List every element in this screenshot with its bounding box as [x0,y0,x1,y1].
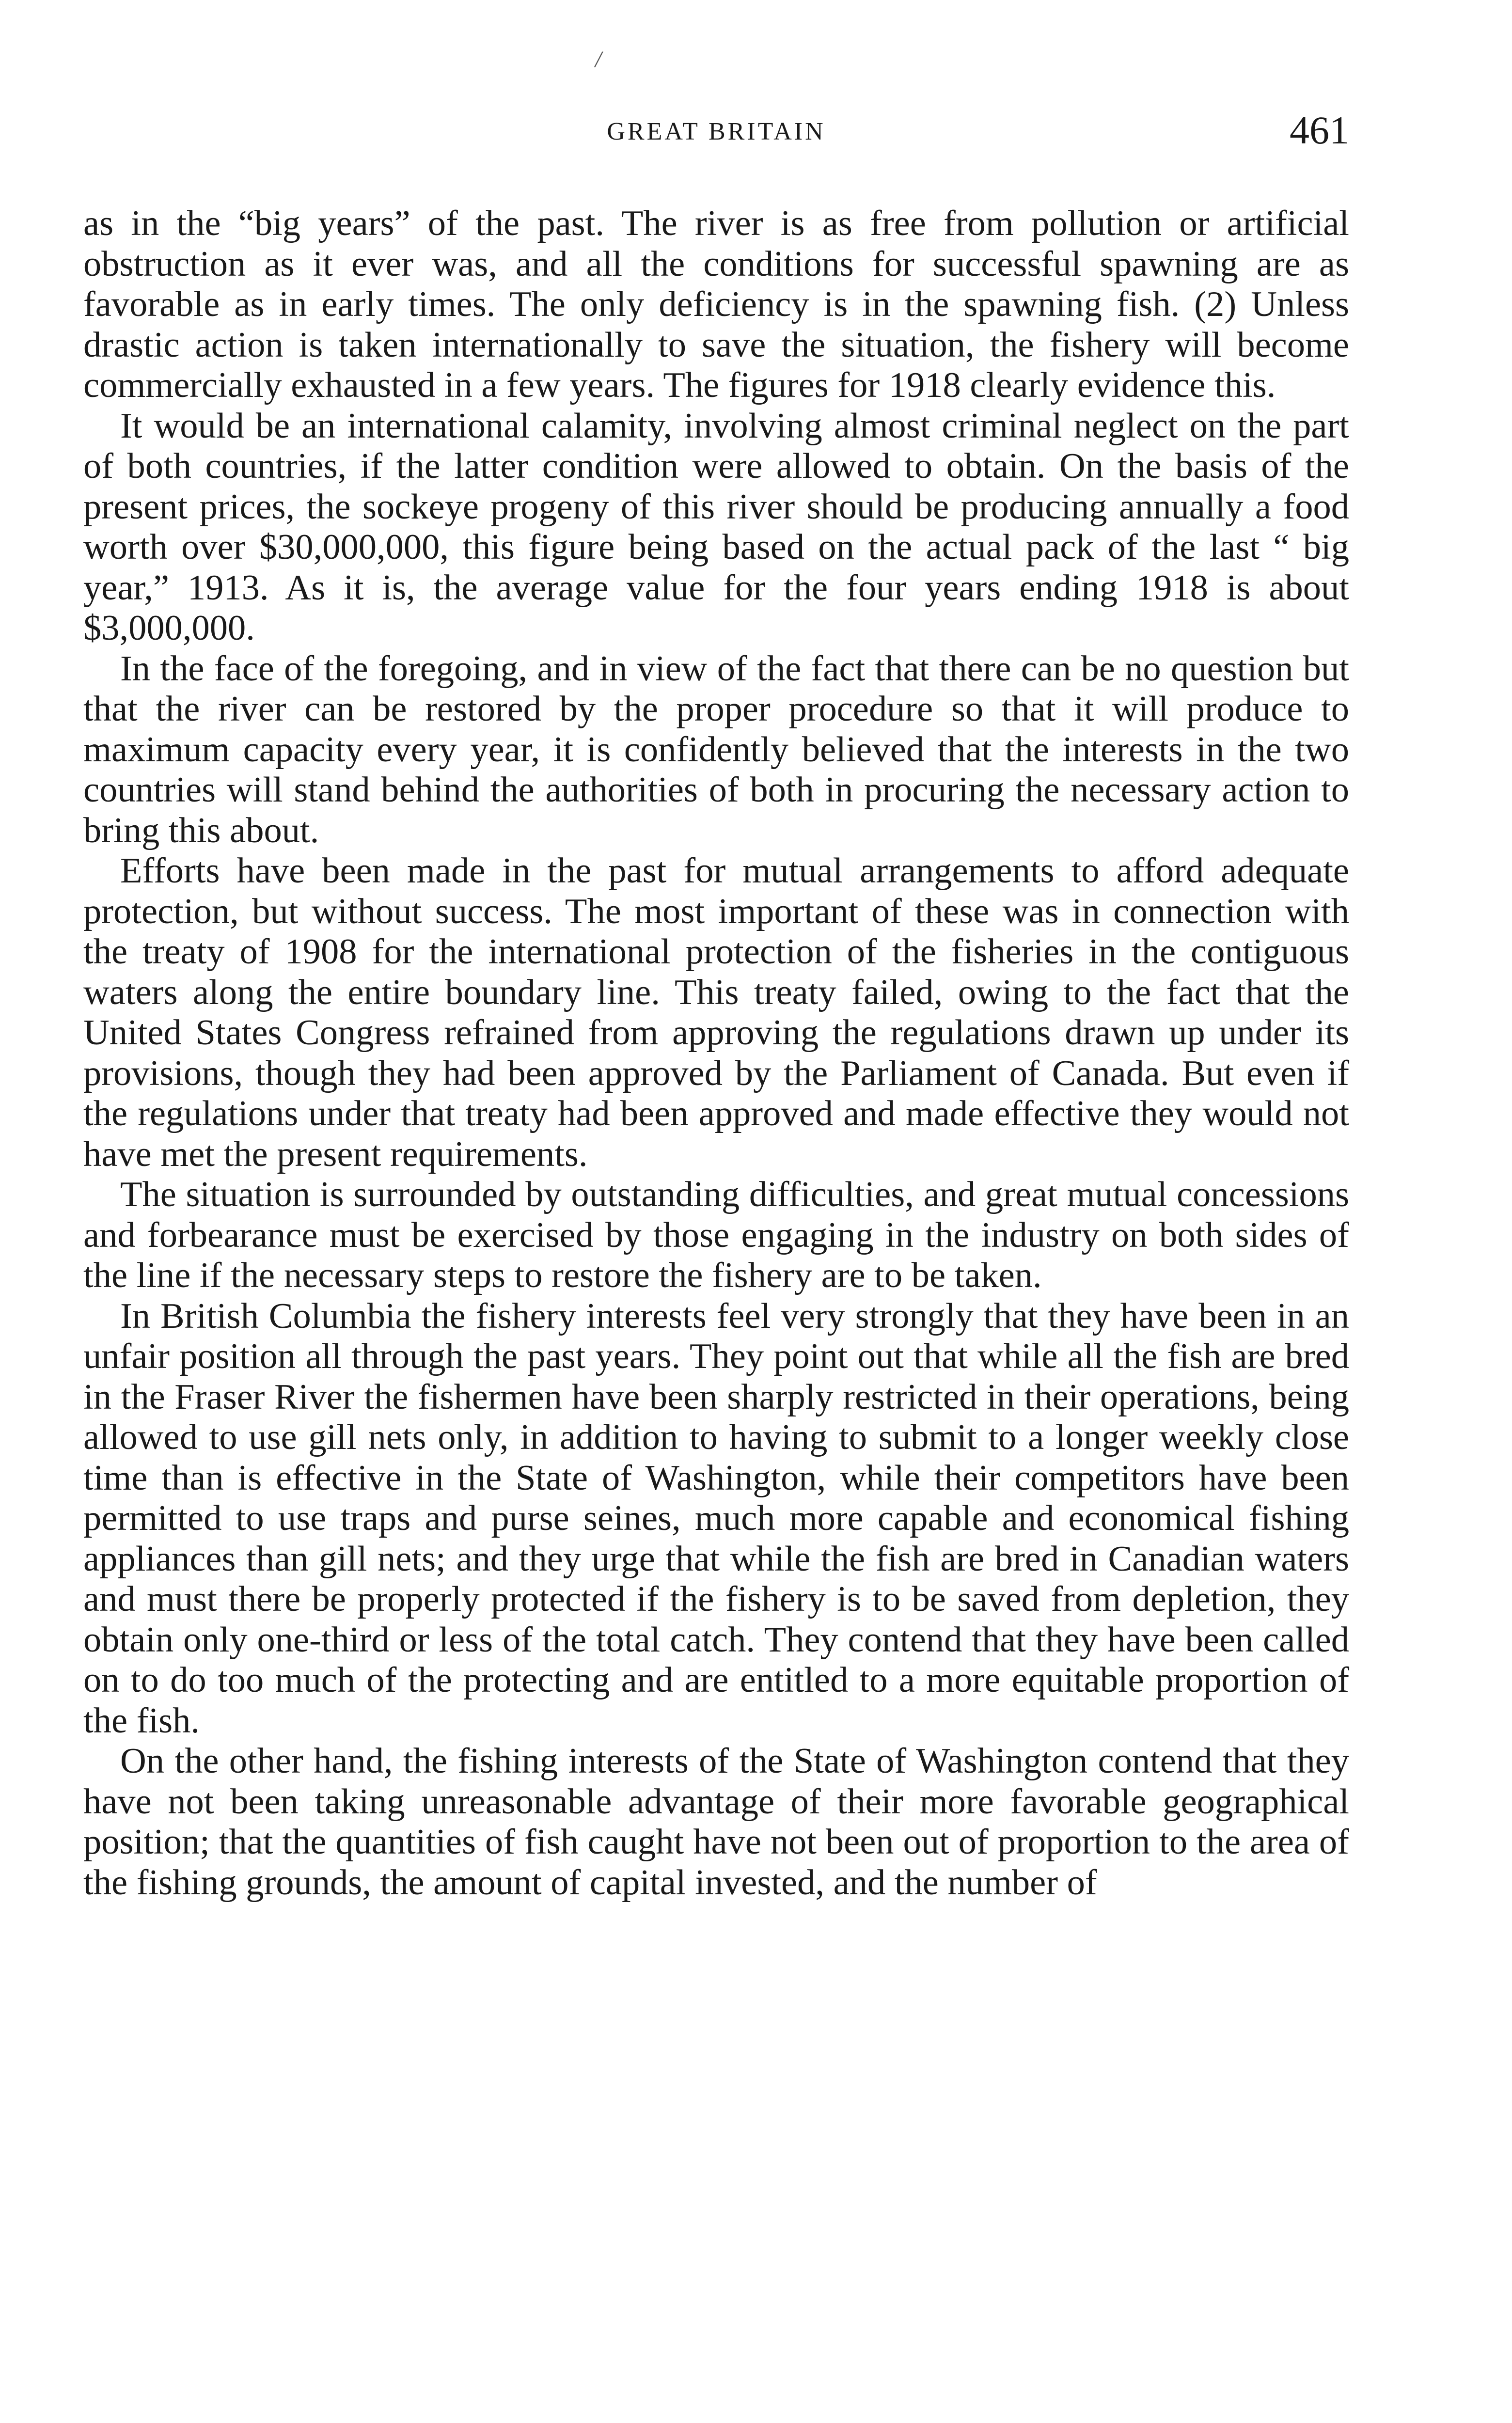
running-head [83,108,1349,151]
running-title: GREAT BRITAIN [607,118,826,145]
paragraph-3: In the face of the foregoing, and in view of the fact that there can be no question but that the river can be restored by the proper procedure so that it will produce to maximum capacity every year, it is confidently believed that the interests in the two countries will stand behind the authorities of both in procuring the necessary action to bring this about. [83,648,1349,850]
stray-pencil-mark: / [595,47,602,72]
paragraph-5: The situation is surrounded by outstanding difficulties, and great mutual concessions and forbearance must be exercised by those engaging in the industry on both sides of the line if the necessary steps to restore the fishery are to be taken. [83,1175,1349,1295]
body-text [83,204,1349,1903]
paragraph-4: Efforts have been made in the past for mutual arrangements to afford adequate protection, but without success. The most important of these was in connection with the treaty of 1908 for the international protection of the fisheries in the contiguous waters along the entire boundary line. This treaty failed, owing to the fact that the United States Congress refrained from approving the regulations drawn up under its provisions, though they had been approved by the Parliament of Canada. But even if the regulations under that treaty had been approved and made effective they would not have met the present requirements. [83,851,1349,1174]
paragraph-7: On the other hand, the fishing interests of the State of Washington contend that they have not been taking unreasonable advantage of their more favorable geographical position; that the quantities of fish caught have not been out of proportion to the area of the fishing grounds, the amount of capital invested, and the number of [83,1741,1349,1903]
page-number: 461 [1290,108,1349,152]
paragraph-2: It would be an international calamity, involving almost criminal neglect on the part of both countries, if the latter condition were allowed to obtain. On the basis of the present prices, the sockeye progeny of this river should be producing annually a food worth over $30,000,000, this figure being based on the actual pack of the last “ big year,” 1913. As it is, the average value for the four years ending 1918 is about $3,000,000. [83,406,1349,648]
paragraph-1: as in the “big years” of the past. The river is as free from pollution or artificial obstruction as it ever was, and all the conditions for successful spawning are as favorable as in early times. The only deficiency is in the spawning fish. (2) Unless drastic action is taken internationally to save the situation, the fishery will become commercially exhausted in a few years. The figures for 1918 clearly evidence this. [83,204,1349,405]
paragraph-6: In British Columbia the fishery interests feel very strongly that they have been in an unfair position all through the past years. They point out that while all the fish are bred in the Fraser River the fishermen have been sharply restricted in their operations, being allowed to use gill nets only, in addition to having to submit to a longer weekly close time than is effective in the State of Washington, while their competitors have been permitted to use traps and purse seines, much more capable and economical fishing appliances than gill nets; and they urge that while the fish are bred in Canadian waters and must there be properly protected if the fishery is to be saved from depletion, they obtain only one-third or less of the total catch. They contend that they have been called on to do too much of the protecting and are entitled to a more equitable proportion of the fish. [83,1296,1349,1741]
